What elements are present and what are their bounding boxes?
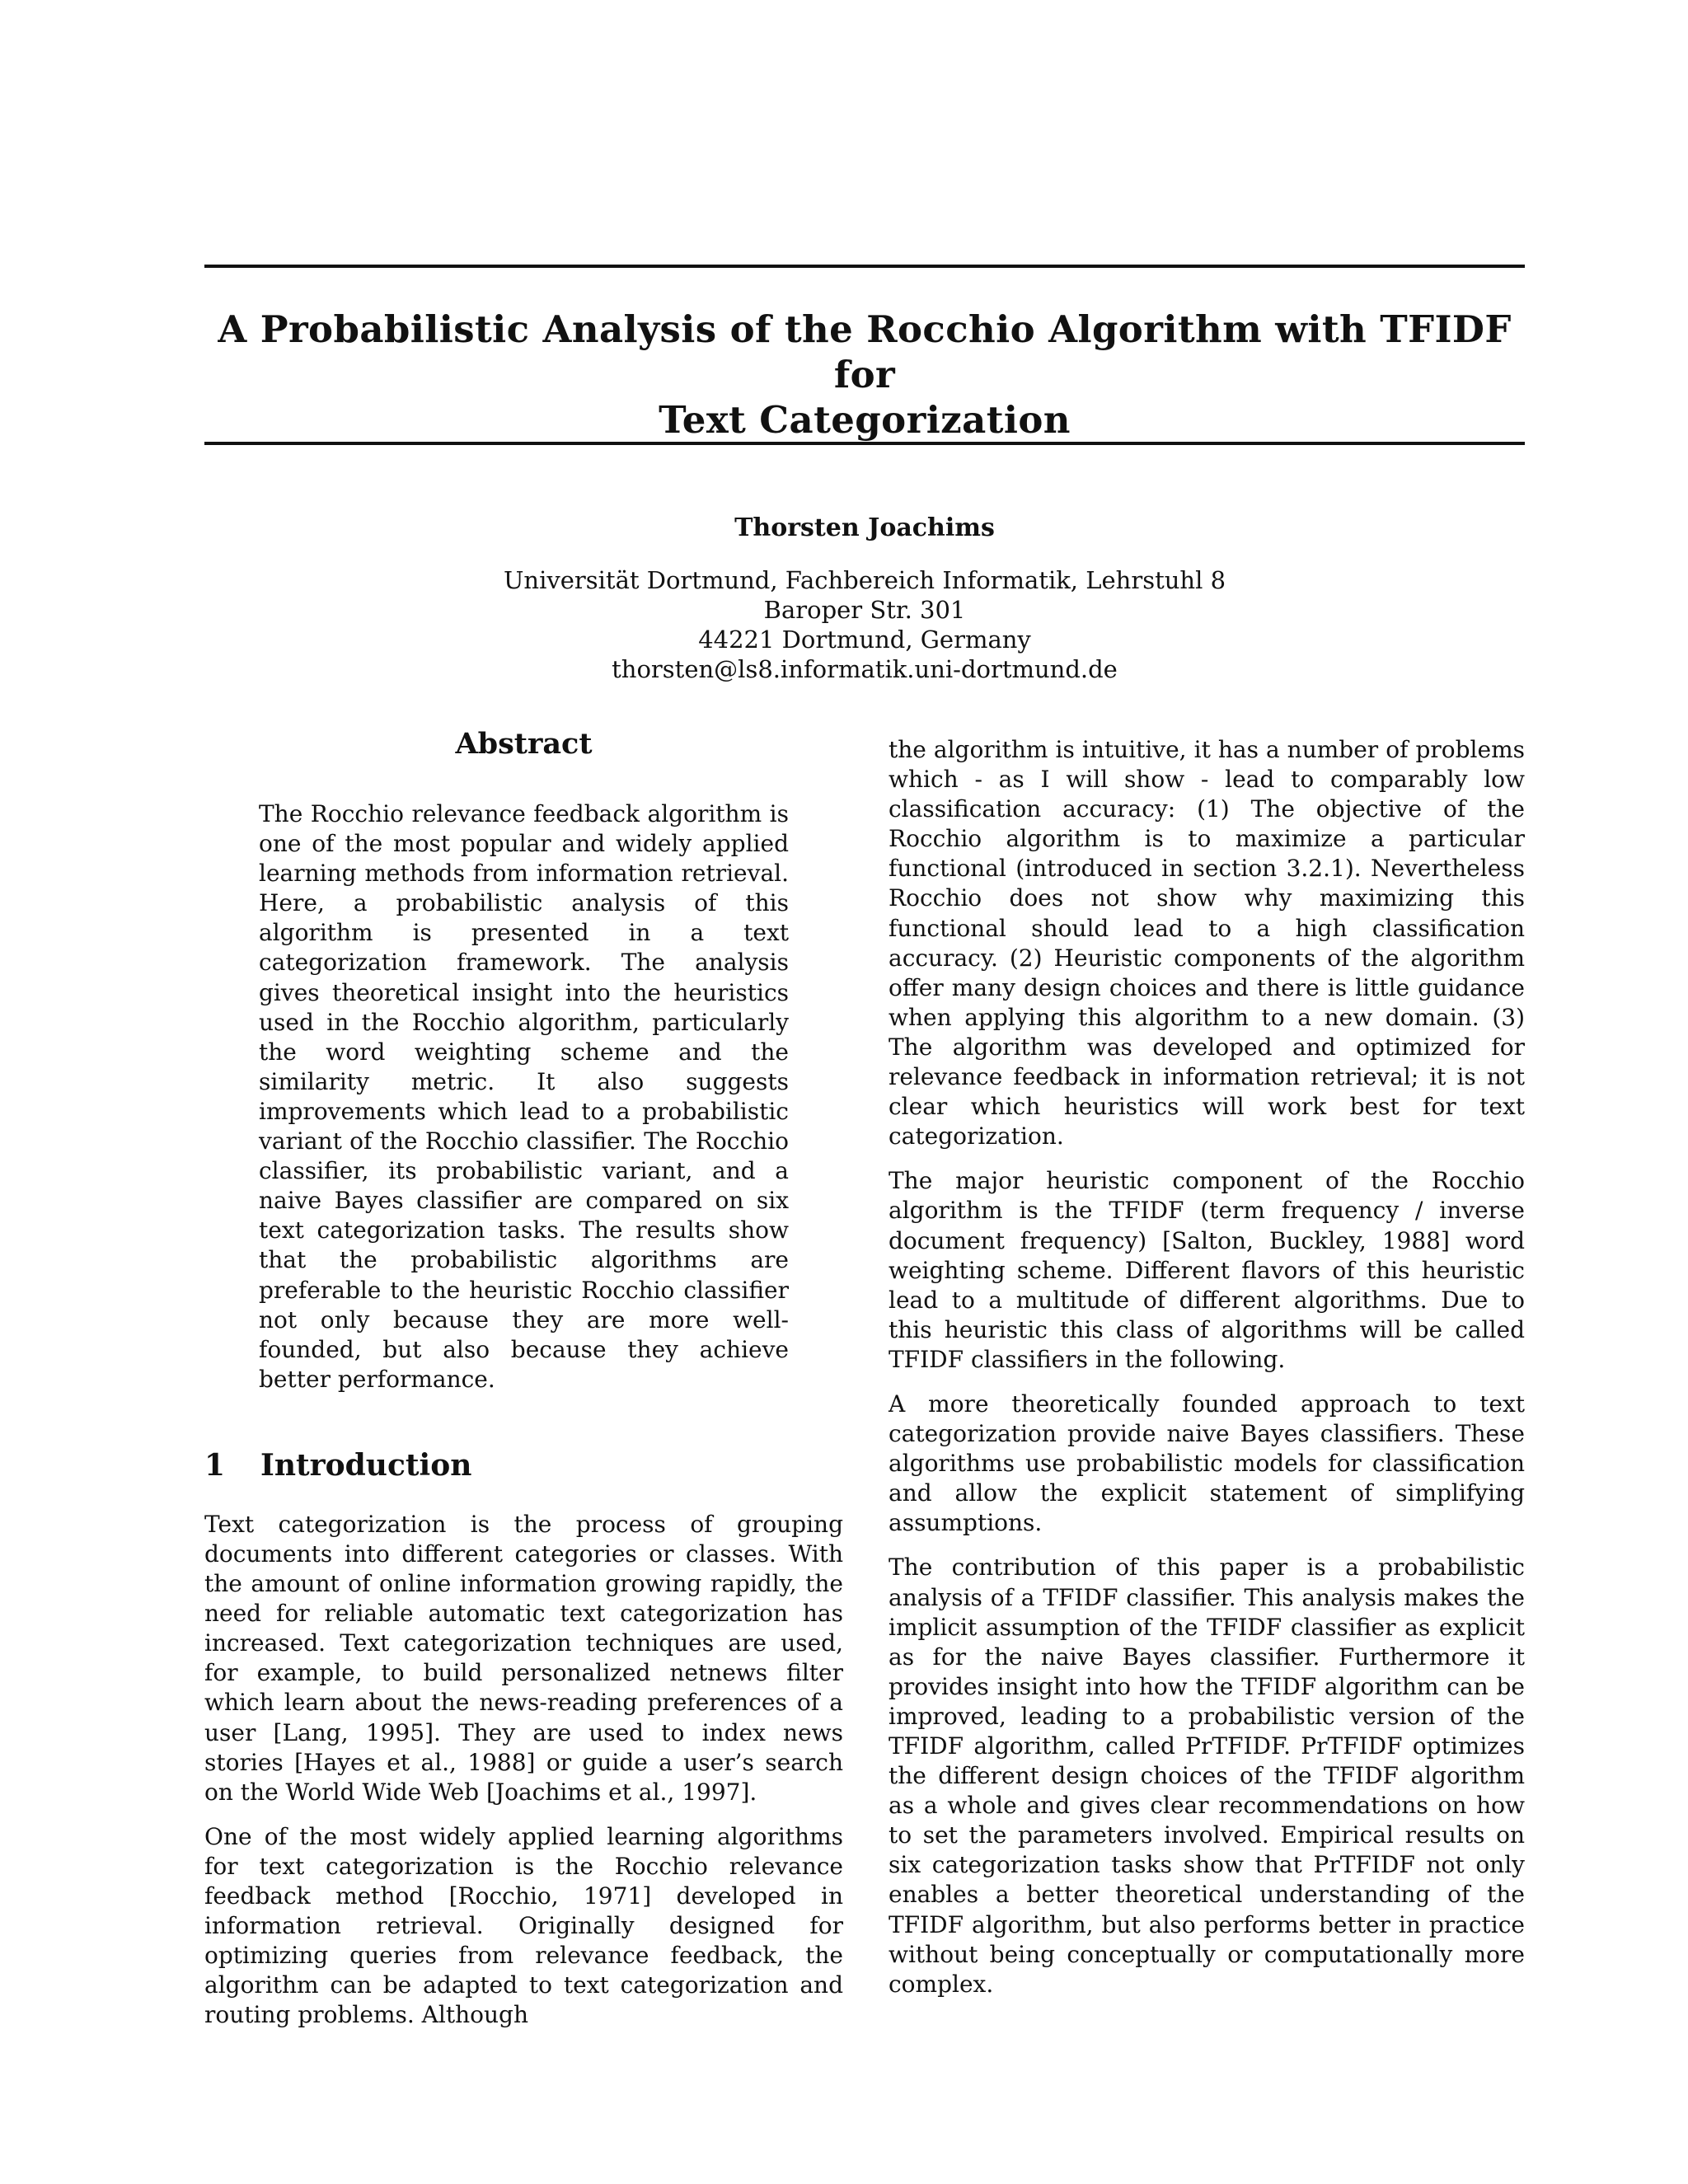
affiliation-line: Baroper Str. 301 bbox=[763, 596, 966, 624]
abstract-text: The Rocchio relevance feedback algorithm is one of the most popular and widely applied learning methods from information retrieval. Here, a probabilistic analysis of this algorithm is presented in a text categorization framework. The analysis gives theoretical insight into the heuristics used in the Rocchio algorithm, particularly the word weighting scheme and the similarity metric. It also suggests improvements which lead to a probabilistic variant of the Rocchio classifier. The Rocchio classifier, its probabilistic variant, and a naive Bayes classifier are compared on six text categorization tasks. The results show that the probabilistic algorithms are preferable to the heuristic Rocchio classifier not only because they are more well-founded, but also because they achieve better performance. bbox=[259, 800, 789, 1393]
section-number: 1 bbox=[204, 1447, 226, 1483]
body-paragraph: the algorithm is intuitive, it has a number of problems which - as I will show - lead to comparably low classification accuracy: (1) The objective of the Rocchio algorithm is to maximize a particular functional (introduced in section 3.2.1). Nevertheless Rocchio does not show why maximizing this functional should lead to a high classification accuracy. (2) Heuristic components of the algorithm offer many design choices and there is little guidance when applying this algorithm to a new domain. (3) The algorithm was developed and optimized for relevance feedback in information retrieval; it is not clear which heuristics will work best for text categorization. bbox=[889, 736, 1525, 1151]
title-top-rule bbox=[204, 265, 1525, 268]
intro-paragraph: Text categorization is the process of grouping documents into different categories or classes. With the amount of online information growing rapidly, the need for reliable automatic text categorization has increased. Text categorization techniques are used, for example, to build personalized netnews filter which learn about the news-reading preferences of a user [Lang, 1995]. They are used to index news stories [Hayes et al., 1988] or guide a user’s search on the World Wide Web [Joachims et al., 1997]. bbox=[204, 1510, 843, 1806]
affiliation-line: 44221 Dortmund, Germany bbox=[698, 626, 1031, 654]
body-paragraph: A more theoretically founded approach to text categorization provide naive Bayes classifiers. These algorithms use probabilistic models for classification and allow the explicit statement of simplifying assumptions. bbox=[889, 1390, 1525, 1537]
section-title: Introduction bbox=[260, 1447, 472, 1483]
body-paragraph: The major heuristic component of the Rocchio algorithm is the TFIDF (term frequency / inverse document frequency) [Salton, Buckley, 1988] word weighting scheme. Different flavors of this heuristic lead to a multitude of different algorithms. Due to this heuristic this class of algorithms will be called TFIDF classifiers in the following. bbox=[889, 1167, 1525, 1373]
title-bottom-rule bbox=[204, 442, 1525, 445]
author-name: Thorsten Joachims bbox=[734, 513, 995, 542]
right-column bbox=[889, 735, 1525, 1999]
author-email: thorsten@ls8.informatik.uni-dortmund.de bbox=[612, 655, 1118, 683]
paper-title bbox=[204, 307, 1525, 443]
body-paragraph: The contribution of this paper is a probabilistic analysis of a TFIDF classifier. This analysis makes the implicit assumption of the TFIDF classifier as explicit as for the naive Bayes classifier. Furthermore it provides insight into how the TFIDF algorithm can be improved, leading to a probabilistic version of the TFIDF algorithm, called PrTFIDF. PrTFIDF optimizes the different design choices of the TFIDF algorithm as a whole and gives clear recommendations on how to set the parameters involved. Empirical results on six categorization tasks show that PrTFIDF not only enables a better theoretical understanding of the TFIDF algorithm, but also performs better in practice without being conceptually or computationally more complex. bbox=[889, 1554, 1525, 1998]
title-line-1: A Probabilistic Analysis of the Rocchio Algorithm with TFIDF for bbox=[218, 307, 1512, 396]
intro-paragraph: One of the most widely applied learning algorithms for text categorization is the Rocchio relevance feedback method [Rocchio, 1971] developed in information retrieval. Originally designed for optimizing queries from relevance feedback, the algorithm can be adapted to text categorization and routing problems. Although bbox=[204, 1822, 843, 2029]
abstract-heading: Abstract bbox=[455, 727, 593, 761]
left-column bbox=[204, 725, 843, 2030]
affiliation-line: Universität Dortmund, Fachbereich Informatik, Lehrstuhl 8 bbox=[503, 566, 1226, 594]
author-affiliation bbox=[204, 565, 1525, 684]
title-line-2: Text Categorization bbox=[659, 398, 1071, 442]
section-heading-introduction bbox=[204, 1446, 843, 1485]
